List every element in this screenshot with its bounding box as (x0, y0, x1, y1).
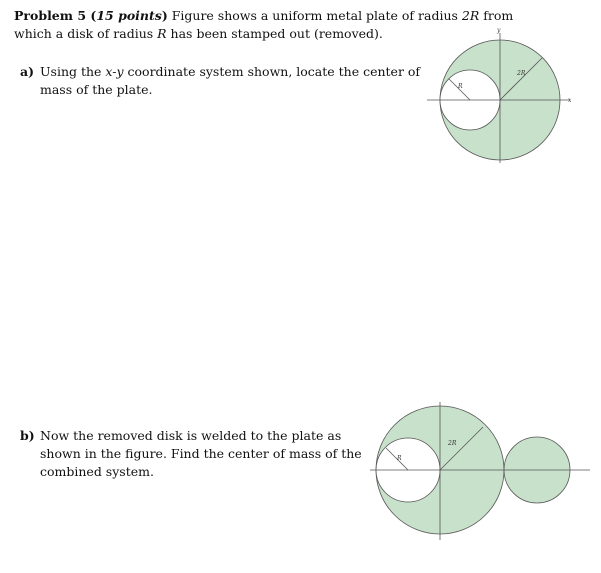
x-axis-label: x (568, 97, 572, 104)
part-b-text: Now the removed disk is welded to the plate as shown in the figure. Find the center of mass of the combined system. (40, 428, 362, 479)
big-radius-label: 2R (517, 70, 526, 77)
big-radius-label: 2R (448, 440, 457, 447)
part-a-text (20, 63, 430, 99)
small-radius-label: R (397, 455, 402, 462)
part-a-text-italic: x-y (105, 64, 124, 79)
figure-b-combined-diagram (370, 400, 590, 545)
part-a-question (20, 63, 430, 99)
intro-var-1: 2R (461, 8, 480, 23)
problem-statement: Problem 5 (15 points) Figure shows a uniform metal plate of radius 2R from which a disk of radius R has been stamped out (removed). (14, 8, 514, 41)
y-axis-label: y (497, 27, 501, 34)
part-a-label: a) (20, 64, 35, 79)
part-a-text-2: coordinate system shown, locate the center of mass of the plate. (40, 64, 421, 97)
problem-points: 15 points (96, 8, 162, 23)
problem-number: Problem 5 (14, 8, 87, 23)
figure-a-plate-diagram (425, 25, 585, 170)
small-radius-label: R (458, 83, 463, 90)
intro-text-2: from which a disk of radius (14, 8, 514, 41)
intro-text-1: Figure shows a uniform metal plate of radius (171, 8, 462, 23)
part-a-text-1: Using the (40, 64, 106, 79)
part-b-question (20, 427, 365, 481)
intro-var-2: R (157, 26, 167, 41)
part-b-label: b) (20, 428, 35, 443)
intro-text-3: has been stamped out (removed). (166, 26, 383, 41)
